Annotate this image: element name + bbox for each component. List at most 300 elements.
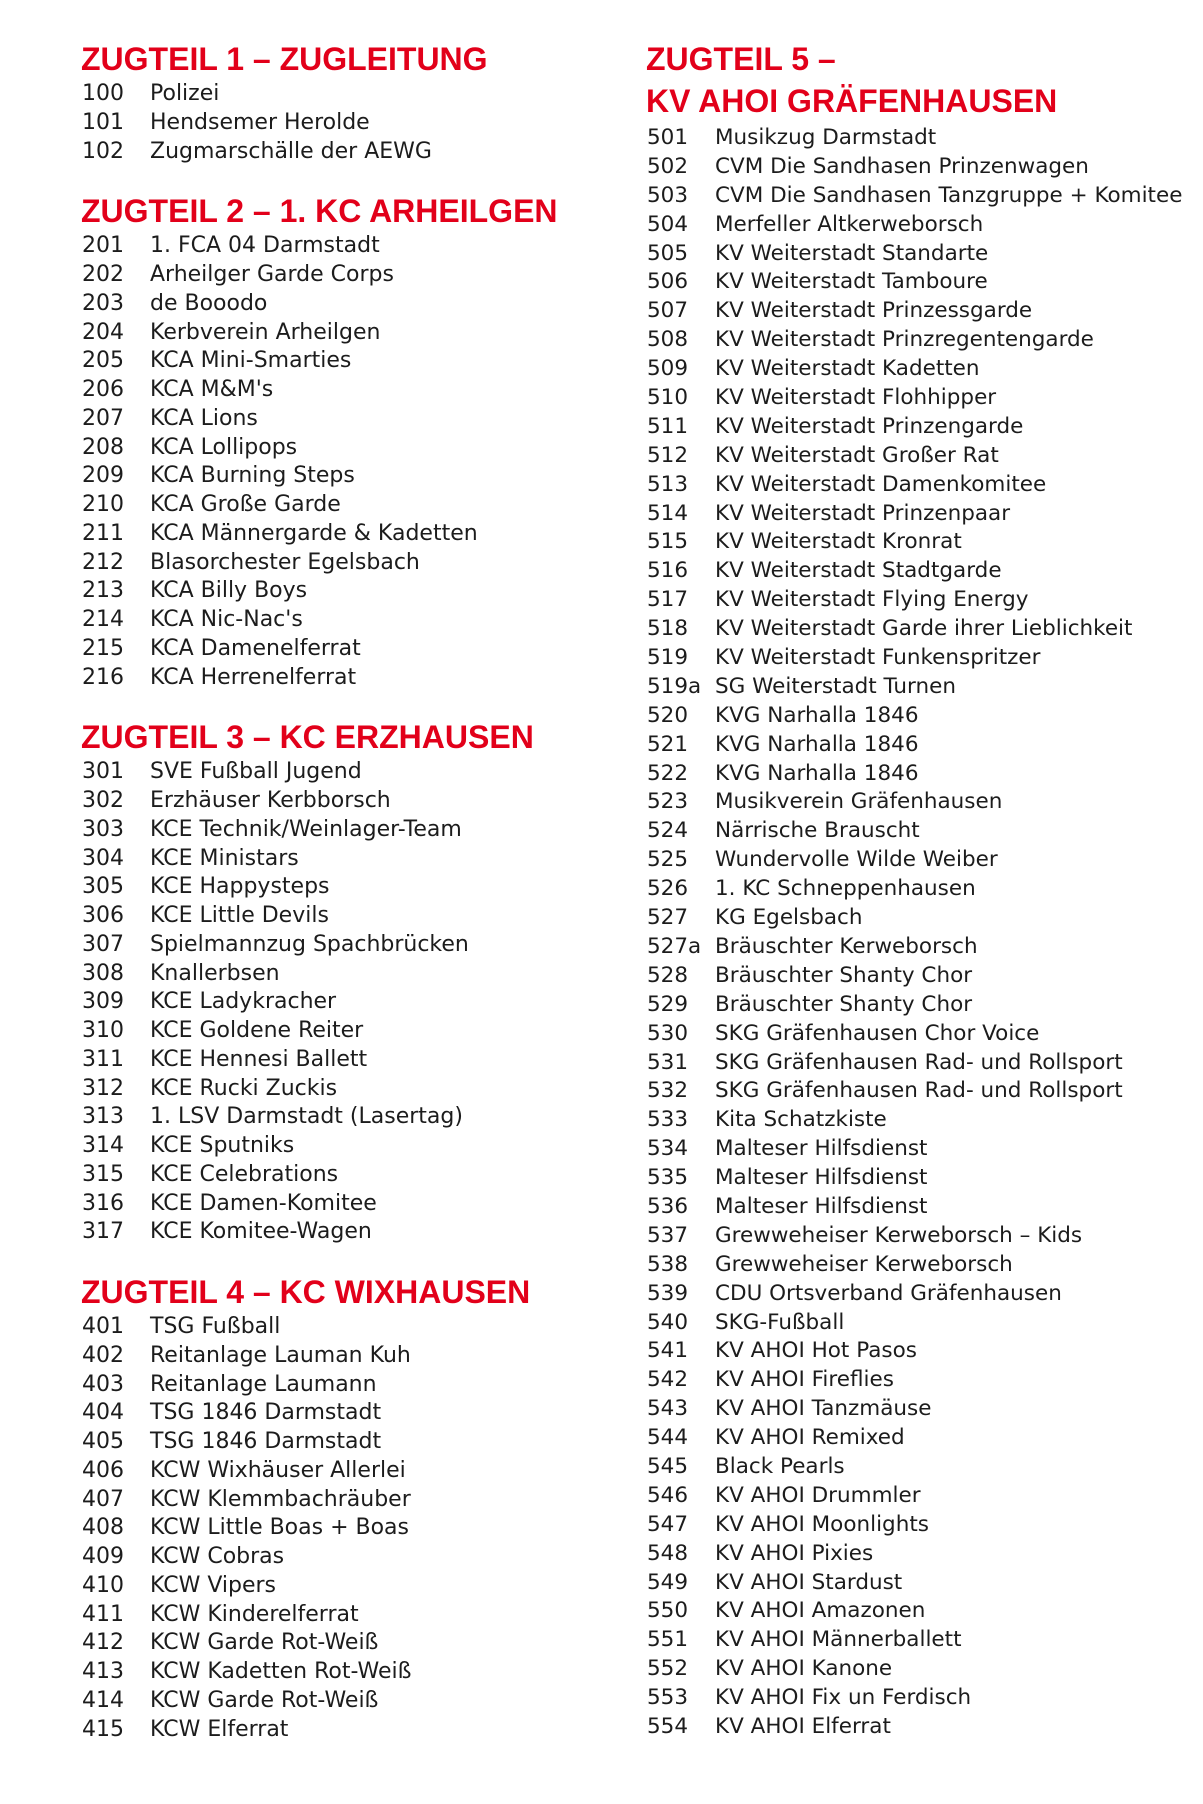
entry-number: 407 (82, 1486, 124, 1512)
entry-name: KCA Männergarde & Kadetten (150, 520, 478, 546)
entry-name: KV AHOI Tanzmäuse (715, 1396, 932, 1422)
list-item (82, 606, 642, 635)
list-item (82, 1428, 642, 1457)
entry-number: 415 (82, 1716, 124, 1742)
entry-name: SG Weiterstadt Turnen (715, 673, 956, 699)
list-item (647, 1511, 1195, 1540)
list-item (82, 347, 642, 376)
entry-number: 537 (647, 1222, 689, 1248)
entry-number: 525 (647, 847, 689, 873)
list-item (647, 1366, 1195, 1395)
list-item (82, 1572, 642, 1601)
list-item (647, 1020, 1195, 1049)
entry-number: 214 (82, 607, 124, 632)
list-item (82, 1190, 642, 1219)
entry-name: KCE Goldene Reiter (150, 1018, 364, 1043)
entry-number: 203 (82, 290, 124, 316)
entry-name: KCE Hennesi Ballett (150, 1046, 368, 1072)
entry-number: 530 (647, 1020, 689, 1046)
entry-name: KCW Cobras (150, 1544, 285, 1569)
entry-name: KCA Lions (150, 405, 258, 431)
entry-number: 509 (647, 356, 689, 382)
entry-name: Black Pearls (715, 1453, 845, 1479)
entry-name: KCA Nic-Nac's (150, 607, 303, 632)
list-item (82, 434, 642, 463)
entry-name: Bräuschter Shanty Chor (715, 962, 973, 988)
entry-number: 102 (82, 138, 124, 164)
entry-number: 301 (82, 759, 124, 785)
entry-name: KCE Damen-Komitee (150, 1190, 377, 1216)
entry-number: 413 (82, 1659, 124, 1684)
entry-name: KCW Vipers (150, 1572, 277, 1598)
entry-number: 536 (647, 1193, 689, 1219)
entry-number: 411 (82, 1601, 124, 1627)
entry-number: 553 (647, 1685, 689, 1711)
entry-name: Malteser Hilfsdienst (715, 1193, 928, 1219)
entry-number: 508 (647, 327, 689, 353)
section-title-line: ZUGTEIL 3 – KC ERZHAUSEN (81, 719, 534, 756)
section-title (81, 38, 642, 80)
list-item (647, 1337, 1195, 1366)
list-item (647, 1164, 1195, 1193)
entry-name: KV Weiterstadt Kronrat (715, 529, 962, 555)
entry-number: 315 (82, 1161, 124, 1187)
entry-number: 516 (647, 558, 689, 584)
entry-name: SKG Gräfenhausen Rad- und Rollsport (715, 1049, 1123, 1075)
entry-number: 310 (82, 1018, 124, 1043)
list-item (82, 816, 642, 845)
list-item (647, 1106, 1195, 1135)
entry-name: CVM Die Sandhasen Prinzenwagen (715, 153, 1089, 179)
entry-number: 305 (82, 874, 124, 900)
list-item (82, 376, 642, 405)
entry-number: 548 (647, 1540, 689, 1566)
list-item (82, 405, 642, 434)
entry-name: KV AHOI Fireflies (715, 1367, 894, 1393)
section-title-line: ZUGTEIL 2 – 1. KC ARHEILGEN (81, 193, 558, 230)
entry-name: KV Weiterstadt Stadtgarde (715, 558, 1002, 584)
entry-number: 543 (647, 1396, 689, 1422)
section-zugteil-3 (82, 716, 642, 1247)
entry-name: Zugmarschälle der AEWG (150, 138, 432, 164)
left-column (82, 38, 642, 1744)
list-item (82, 1313, 642, 1342)
list-item (647, 1540, 1195, 1569)
entry-name: KV Weiterstadt Damenkomitee (715, 471, 1047, 497)
entry-name: KCA Mini-Smarties (150, 348, 352, 374)
entry-number: 513 (647, 471, 689, 497)
entry-number: 519 (647, 645, 689, 671)
list-item (647, 1077, 1195, 1106)
list-item (647, 615, 1195, 644)
entry-number: 515 (647, 529, 689, 555)
entry-number: 522 (647, 760, 689, 786)
list-item (647, 644, 1195, 673)
entry-name: Bräuschter Shanty Chor (715, 991, 973, 1017)
list-item (82, 80, 642, 109)
list-item (82, 960, 642, 989)
entry-name: KCE Rucki Zuckis (150, 1075, 338, 1101)
list-item (647, 528, 1195, 557)
entry-name: KV AHOI Hot Pasos (715, 1338, 917, 1364)
list-item (647, 904, 1195, 933)
entry-list (82, 1313, 642, 1744)
list-item (647, 182, 1195, 211)
section-title (81, 1271, 642, 1313)
entry-number: 521 (647, 731, 689, 757)
list-item (647, 1569, 1195, 1598)
list-item (82, 1017, 642, 1046)
entry-name: Wundervolle Wilde Weiber (715, 847, 998, 873)
entry-name: Närrische Brauscht (715, 818, 920, 844)
entry-name: Bräuschter Kerweborsch (715, 933, 978, 959)
entry-name: TSG Fußball (150, 1314, 281, 1339)
entry-name: KV Weiterstadt Prinzregentengarde (715, 327, 1094, 353)
section-title-line: ZUGTEIL 1 – ZUGLEITUNG (81, 41, 488, 77)
entry-name: KVG Narhalla 1846 (715, 702, 919, 728)
list-item (647, 1713, 1195, 1742)
entry-name: de Booodo (150, 290, 268, 316)
list-item (82, 1103, 642, 1132)
entry-name: Grewweheiser Kerweborsch – Kids (715, 1222, 1083, 1248)
entry-name: KV AHOI Männerballett (715, 1627, 962, 1653)
entry-number: 406 (82, 1457, 124, 1483)
section-title-line: ZUGTEIL 5 – (646, 41, 836, 77)
list-item (647, 297, 1195, 326)
entry-number: 302 (82, 788, 124, 813)
entry-number: 304 (82, 845, 124, 871)
list-item (647, 991, 1195, 1020)
entry-name: KCE Little Devils (150, 903, 329, 928)
entry-number: 501 (647, 125, 689, 150)
list-item (82, 787, 642, 816)
entry-number: 503 (647, 182, 689, 208)
entry-number: 510 (647, 385, 689, 411)
entry-name: KCE Ladykracher (150, 989, 337, 1015)
entry-name: KV AHOI Amazonen (715, 1598, 926, 1624)
entry-number: 412 (82, 1630, 124, 1656)
entry-number: 100 (82, 81, 124, 106)
list-item (647, 702, 1195, 731)
entry-number: 532 (647, 1078, 689, 1104)
entry-name: Reitanlage Lauman Kuh (150, 1342, 411, 1368)
entry-number: 523 (647, 789, 689, 815)
entry-number: 409 (82, 1544, 124, 1569)
entry-list (82, 232, 642, 692)
entry-number: 535 (647, 1165, 689, 1191)
list-item (647, 413, 1195, 442)
list-item (82, 1371, 642, 1400)
entry-name: Musikverein Gräfenhausen (715, 789, 1003, 815)
list-item (647, 355, 1195, 384)
list-item (82, 873, 642, 902)
entry-name: KCW Klemmbachräuber (150, 1486, 411, 1512)
entry-name: KCA Damenelferrat (150, 635, 361, 661)
entry-number: 550 (647, 1598, 689, 1624)
entry-name: SKG Gräfenhausen Chor Voice (715, 1020, 1040, 1046)
entry-number: 505 (647, 240, 689, 266)
list-item (647, 1684, 1195, 1713)
list-item (647, 760, 1195, 789)
section-title-line: KV AHOI GRÄFENHAUSEN (646, 83, 1058, 119)
entry-name: Malteser Hilfsdienst (715, 1165, 928, 1191)
entry-number: 528 (647, 962, 689, 988)
entry-number: 551 (647, 1627, 689, 1653)
list-item (82, 491, 642, 520)
entry-name: KCE Ministars (150, 845, 299, 871)
entry-number: 517 (647, 587, 689, 613)
list-item (82, 109, 642, 138)
entry-number: 201 (82, 233, 124, 259)
list-item (647, 211, 1195, 240)
list-item (82, 931, 642, 960)
entry-name: Malteser Hilfsdienst (715, 1136, 928, 1162)
entry-name: KCW Elferrat (150, 1716, 289, 1742)
entry-name: KV Weiterstadt Großer Rat (715, 442, 999, 468)
entry-name: Erzhäuser Kerbborsch (150, 788, 391, 813)
entry-name: KV AHOI Remixed (715, 1425, 905, 1451)
entry-name: KV AHOI Moonlights (715, 1511, 929, 1537)
entry-number: 404 (82, 1400, 124, 1426)
entry-number: 212 (82, 549, 124, 575)
section-title (81, 716, 642, 758)
entry-name: Polizei (150, 81, 220, 106)
entry-number: 401 (82, 1314, 124, 1339)
entry-name: KVG Narhalla 1846 (715, 760, 919, 786)
entry-number: 307 (82, 931, 124, 957)
list-item (647, 384, 1195, 413)
entry-name: 1. KC Schneppenhausen (715, 876, 976, 902)
list-item (82, 845, 642, 874)
entry-number: 546 (647, 1482, 689, 1508)
list-item (647, 500, 1195, 529)
entry-number: 215 (82, 635, 124, 661)
entry-number: 309 (82, 989, 124, 1015)
entry-number: 405 (82, 1429, 124, 1454)
entry-number: 544 (647, 1425, 689, 1451)
list-item (647, 124, 1195, 153)
entry-name: KCE Komitee-Wagen (150, 1219, 372, 1245)
list-item (82, 1457, 642, 1486)
list-item (82, 319, 642, 348)
list-item (82, 1514, 642, 1543)
entry-number: 502 (647, 153, 689, 179)
entry-name: SKG-Fußball (715, 1309, 845, 1335)
entry-number: 303 (82, 816, 124, 842)
list-item (82, 664, 642, 693)
list-item (647, 1280, 1195, 1309)
entry-name: CDU Ortsverband Gräfenhausen (715, 1280, 1062, 1306)
entry-number: 504 (647, 211, 689, 237)
entry-number: 547 (647, 1511, 689, 1537)
entry-number: 507 (647, 298, 689, 324)
list-item (82, 1161, 642, 1190)
list-item (82, 1132, 642, 1161)
entry-name: Arheilger Garde Corps (150, 262, 394, 287)
section-zugteil-1 (82, 38, 642, 166)
list-item (82, 1046, 642, 1075)
entry-number: 540 (647, 1309, 689, 1335)
entry-number: 524 (647, 818, 689, 844)
entry-number: 308 (82, 960, 124, 986)
entry-number: 211 (82, 520, 124, 546)
list-item (82, 1687, 642, 1716)
entry-number: 210 (82, 492, 124, 517)
list-item (82, 635, 642, 664)
entry-name: KV AHOI Kanone (715, 1656, 893, 1682)
entry-number: 204 (82, 319, 124, 345)
entry-list (82, 758, 642, 1247)
list-item (647, 1193, 1195, 1222)
list-item (647, 731, 1195, 760)
list-item (82, 138, 642, 167)
entry-name: TSG 1846 Darmstadt (150, 1400, 382, 1426)
list-item (647, 442, 1195, 471)
entry-number: 306 (82, 903, 124, 928)
entry-number: 213 (82, 578, 124, 604)
entry-name: KCA M&M's (150, 377, 274, 402)
list-item (82, 549, 642, 578)
list-item (82, 290, 642, 319)
entry-number: 208 (82, 434, 124, 460)
entry-number: 533 (647, 1107, 689, 1133)
entry-name: KV AHOI Pixies (715, 1540, 874, 1566)
entry-number: 554 (647, 1713, 689, 1739)
list-item (647, 1655, 1195, 1684)
list-item (647, 673, 1195, 702)
entry-number: 312 (82, 1075, 124, 1101)
list-item (82, 261, 642, 290)
section-title (81, 190, 642, 232)
entry-number: 205 (82, 348, 124, 374)
entry-number: 207 (82, 405, 124, 431)
entry-name: KV Weiterstadt Prinzengarde (715, 413, 1024, 439)
entry-name: Kerbverein Arheilgen (150, 319, 381, 345)
list-item (647, 846, 1195, 875)
entry-number: 527 (647, 905, 689, 931)
list-item (82, 1218, 642, 1247)
entry-name: KV Weiterstadt Prinzenpaar (715, 500, 1011, 526)
section-title-line: ZUGTEIL 4 – KC WIXHAUSEN (81, 1274, 531, 1310)
list-item (82, 1543, 642, 1572)
entry-name: KCA Lollipops (150, 434, 298, 460)
list-item (647, 817, 1195, 846)
list-item (647, 1395, 1195, 1424)
entry-number: 316 (82, 1190, 124, 1216)
list-item (647, 557, 1195, 586)
entry-number: 506 (647, 269, 689, 295)
entry-number: 518 (647, 616, 689, 642)
entry-number: 410 (82, 1572, 124, 1598)
entry-name: KV AHOI Fix un Ferdisch (715, 1685, 972, 1711)
entry-name: KCA Billy Boys (150, 578, 308, 604)
list-item (647, 240, 1195, 269)
entry-number: 414 (82, 1687, 124, 1713)
list-item (647, 788, 1195, 817)
entry-name: Blasorchester Egelsbach (150, 549, 420, 575)
entry-name: TSG 1846 Darmstadt (150, 1429, 382, 1454)
list-item (82, 1486, 642, 1515)
list-item (647, 1049, 1195, 1078)
entry-name: Grewweheiser Kerweborsch (715, 1251, 1013, 1277)
entry-number: 216 (82, 664, 124, 690)
entry-name: KVG Narhalla 1846 (715, 731, 919, 757)
list-item (82, 1342, 642, 1371)
section-title (646, 38, 1195, 122)
list-item (647, 962, 1195, 991)
entry-name: KV Weiterstadt Funkenspritzer (715, 645, 1041, 671)
entry-number: 403 (82, 1371, 124, 1397)
section-zugteil-5 (647, 38, 1195, 1742)
entry-number: 545 (647, 1453, 689, 1479)
entry-number: 311 (82, 1046, 124, 1072)
entry-number: 539 (647, 1280, 689, 1306)
entry-name: KG Egelsbach (715, 905, 863, 931)
entry-number: 511 (647, 413, 689, 439)
list-item (647, 1135, 1195, 1164)
list-item (647, 153, 1195, 182)
entry-number: 552 (647, 1656, 689, 1682)
entry-name: 1. FCA 04 Darmstadt (150, 233, 380, 259)
entry-name: KV Weiterstadt Tamboure (715, 269, 988, 295)
entry-name: KCW Kadetten Rot-Weiß (150, 1659, 412, 1684)
entry-name: KV Weiterstadt Prinzessgarde (715, 298, 1033, 324)
entry-name: KCW Garde Rot-Weiß (150, 1687, 379, 1713)
entry-name: KCW Garde Rot-Weiß (150, 1630, 379, 1656)
entry-number: 549 (647, 1569, 689, 1595)
entry-name: KCE Happysteps (150, 874, 330, 900)
entry-name: KCA Große Garde (150, 492, 341, 517)
list-item (647, 1424, 1195, 1453)
entry-name: KCE Technik/Weinlager-Team (150, 816, 462, 842)
list-item (82, 1716, 642, 1745)
list-item (82, 1399, 642, 1428)
list-item (647, 933, 1195, 962)
entry-name: Reitanlage Laumann (150, 1371, 377, 1397)
entry-number: 101 (82, 109, 124, 135)
list-item (647, 326, 1195, 355)
list-item (647, 1222, 1195, 1251)
list-item (82, 902, 642, 931)
entry-name: Kita Schatzkiste (715, 1107, 887, 1133)
entry-name: KCW Wixhäuser Allerlei (150, 1457, 406, 1483)
list-item (647, 875, 1195, 904)
entry-number: 202 (82, 262, 124, 287)
list-item (647, 1626, 1195, 1655)
list-item (82, 520, 642, 549)
entry-name: Spielmannzug Spachbrücken (150, 931, 469, 957)
entry-name: KV Weiterstadt Flying Energy (715, 587, 1029, 613)
entry-name: 1. LSV Darmstadt (Lasertag) (150, 1104, 463, 1130)
entry-list (82, 80, 642, 166)
entry-name: KCW Little Boas + Boas (150, 1515, 410, 1541)
entry-number: 206 (82, 377, 124, 402)
list-item (82, 577, 642, 606)
list-item (82, 1601, 642, 1630)
entry-number: 534 (647, 1136, 689, 1162)
entry-name: Merfeller Altkerweborsch (715, 211, 984, 237)
list-item (647, 1597, 1195, 1626)
list-item (82, 462, 642, 491)
entry-number: 529 (647, 991, 689, 1017)
section-zugteil-2 (82, 190, 642, 692)
entry-list (647, 124, 1195, 1742)
entry-name: KCA Herrenelferrat (150, 664, 357, 690)
entry-name: Knallerbsen (150, 960, 280, 986)
entry-name: KCW Kinderelferrat (150, 1601, 359, 1627)
entry-name: KV AHOI Drummler (715, 1482, 921, 1508)
entry-number: 402 (82, 1342, 124, 1368)
